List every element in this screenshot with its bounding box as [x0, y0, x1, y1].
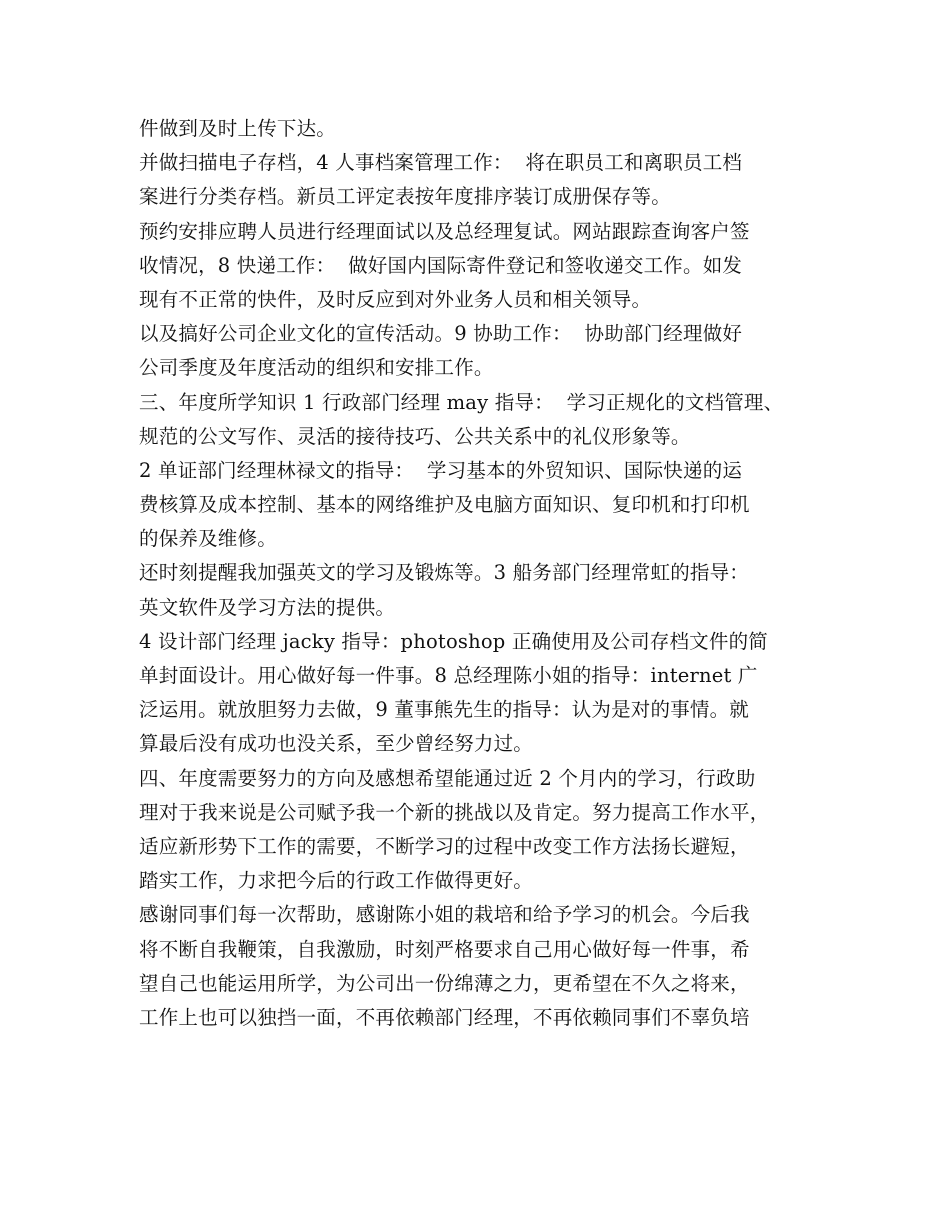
text-line: 以及搞好公司企业文化的宣传活动。9 协助工作： 协助部门经理做好 [139, 322, 743, 346]
section-heading-line: 四、年度需要努力的方向及感想希望能通过近 2 个月内的学习，行政助 [139, 766, 756, 790]
section-heading-line: 三、年度所学知识 1 行政部门经理 may 指导： 学习正规化的文档管理、 [139, 390, 784, 414]
text-line: 英文软件及学习方法的提供。 [139, 595, 396, 619]
text-line: 还时刻提醒我加强英文的学习及锻炼等。3 船务部门经理常虹的指导： [139, 561, 750, 585]
text-line: 公司季度及年度活动的组织和安排工作。 [139, 356, 494, 380]
text-line: 现有不正常的快件，及时反应到对外业务人员和相关领导。 [139, 287, 652, 311]
text-line: 工作上也可以独挡一面，不再依赖部门经理，不再依赖同事们不辜负培 [139, 1005, 750, 1029]
text-line: 件做到及时上传下达。 [139, 117, 337, 140]
text-line: 预约安排应聘人员进行经理面试以及总经理复试。网站跟踪查询客户签 [139, 219, 750, 243]
text-line: 泛运用。就放胆努力去做，9 董事熊先生的指导：认为是对的事情。就 [139, 698, 750, 722]
text-line: 2 单证部门经理林禄文的指导： 学习基本的外贸知识、国际快递的运 [139, 458, 743, 482]
text-line: 踏实工作，力求把今后的行政工作做得更好。 [139, 869, 534, 893]
text-line: 将不断自我鞭策，自我激励，时刻严格要求自己用心做好每一件事，希 [139, 937, 750, 961]
document-body [139, 112, 829, 1035]
text-line: 费核算及成本控制、基本的网络维护及电脑方面知识、复印机和打印机 [139, 493, 750, 517]
text-line: 并做扫描电子存档，4 人事档案管理工作： 将在职员工和离职员工档 [139, 151, 743, 175]
text-line: 感谢同事们每一次帮助，感谢陈小姐的栽培和给予学习的机会。今后我 [139, 903, 750, 927]
text-line: 理对于我来说是公司赋予我一个新的挑战以及肯定。努力提高工作水平， [139, 800, 770, 824]
text-line: 望自己也能运用所学，为公司出一份绵薄之力，更希望在不久之将来， [139, 971, 750, 995]
text-line: 算最后没有成功也没关系，至少曾经努力过。 [139, 732, 534, 756]
text-line: 单封面设计。用心做好每一件事。8 总经理陈小姐的指导：internet 广 [139, 664, 758, 687]
text-line: 案进行分类存档。新员工评定表按年度排序装订成册保存等。 [139, 185, 671, 209]
text-line: 4 设计部门经理 jacky 指导：photoshop 正确使用及公司存档文件的简 [139, 629, 768, 653]
text-line: 收情况，8 快递工作： 做好国内国际寄件登记和签收递交工作。如发 [139, 253, 743, 277]
text-line: 的保养及维修。 [139, 527, 277, 551]
text-line: 规范的公文写作、灵活的接待技巧、公共关系中的礼仪形象等。 [139, 424, 691, 448]
text-line: 适应新形势下工作的需要，不断学习的过程中改变工作方法扬长避短， [139, 834, 750, 858]
